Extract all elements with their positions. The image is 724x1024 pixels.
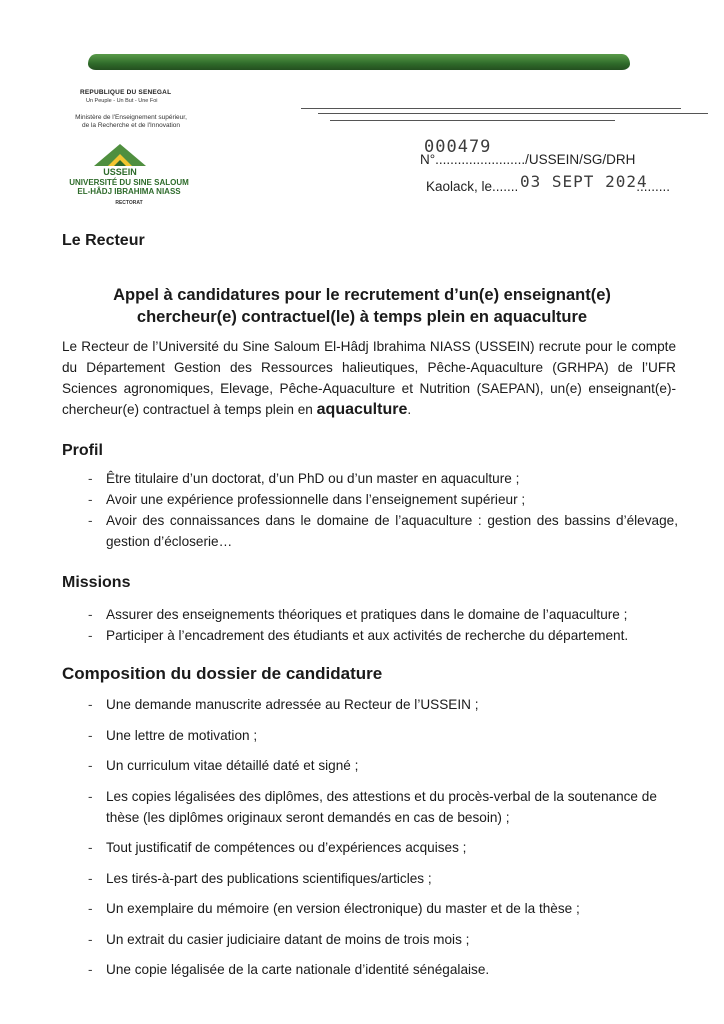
missions-heading: Missions [62, 574, 131, 591]
republic-label: REPUBLIQUE DU SENEGAL [80, 89, 172, 96]
list-item: - Une lettre de motivation ; [88, 725, 678, 746]
university-name [54, 178, 204, 196]
list-item: - Un exemplaire du mémoire (en version électronique) du master et de la thèse ; [88, 898, 678, 919]
missions-list [88, 604, 678, 646]
dossier-heading: Composition du dossier de candidature [62, 664, 383, 683]
profil-heading: Profil [62, 442, 103, 459]
header-green-band [88, 54, 630, 70]
list-item: - Une copie légalisée de la carte nationale d’identité sénégalaise. [88, 959, 678, 980]
reference-number-handwritten: 000479 [424, 137, 492, 157]
date-prefix: Kaolack, le....... [426, 179, 519, 194]
rectorat-label: RECTORAT [115, 200, 143, 206]
ministry-line-2: de la Recherche et de l'Innovation [81, 122, 181, 129]
list-item: - Être titulaire d’un doctorat, d’un PhD ou d’un master en aquaculture ; [88, 468, 678, 489]
list-item: - Les copies légalisées des diplômes, des attestions et du procès-verbal de la soutenance de thèse (les diplômes originaux seront demandés en cas de besoin) ; [88, 786, 678, 828]
title-line-2: chercheur(e) contractuel(le) à temps plein en aquaculture [136, 308, 588, 326]
title-line-1: Appel à candidatures pour le recrutement d’un(e) enseignant(e) [113, 286, 611, 304]
ministry-line-1: Ministère de l'Enseignement supérieur, [75, 114, 187, 121]
list-item: - Un extrait du casier judiciaire datant de moins de trois mois ; [88, 929, 678, 950]
logo-text: USSEIN [103, 167, 137, 176]
profil-list [88, 468, 678, 552]
date-suffix: ......... [636, 179, 671, 194]
university-name-line-2: EL-HÂDJ IBRAHIMA NIASS [77, 187, 181, 196]
intro-keyword: aquaculture [316, 401, 408, 418]
intro-paragraph [62, 336, 676, 420]
document-title [60, 284, 664, 328]
intro-text: Le Recteur de l’Université du Sine Saloum El-Hâdj Ibrahima NIASS (USSEIN) recrute pour le compte du Département Gestion des Ressources halieutiques, Pêche-Aquaculture (GRHPA) de l’UFR Sciences agronomiques, Elevage, Pêche-Aquaculture et Nutrition (SAEPAN), un(e) enseignant(e)-chercheur(e) contractuel à temps plein en [62, 339, 676, 417]
intro-end: . [407, 402, 412, 417]
list-item: - Avoir une expérience professionnelle dans l’enseignement supérieur ; [88, 489, 678, 510]
ministry-label [56, 114, 206, 130]
list-item: - Tout justificatif de compétences ou d’expériences acquises ; [88, 837, 678, 858]
list-item: - Participer à l’encadrement des étudiants et aux activités de recherche du département. [88, 625, 678, 646]
header-rule-1 [301, 108, 681, 109]
author-heading: Le Recteur [62, 232, 145, 249]
date-handwritten: 03 SEPT 2024 [520, 172, 648, 191]
header-rule-2 [318, 113, 708, 114]
header-rule-3 [330, 120, 615, 121]
list-item: - Avoir des connaissances dans le domaine de l’aquaculture : gestion des bassins d’élevage, gestion d’écloserie… [88, 510, 678, 552]
list-item: - Les tirés-à-part des publications scientifiques/articles ; [88, 868, 678, 889]
list-item: - Un curriculum vitae détaillé daté et signé ; [88, 755, 678, 776]
list-item: - Une demande manuscrite adressée au Recteur de l’USSEIN ; [88, 694, 678, 715]
dossier-list [88, 694, 678, 990]
list-item: - Assurer des enseignements théoriques et pratiques dans le domaine de l’aquaculture ; [88, 604, 678, 625]
university-name-line-1: UNIVERSITÉ DU SINE SALOUM [69, 178, 189, 187]
ussein-logo [88, 140, 152, 176]
reference-number-line: N°......................../USSEIN/SG/DRH [420, 152, 636, 167]
national-motto: Un Peuple - Un But - Une Foi [86, 98, 158, 104]
